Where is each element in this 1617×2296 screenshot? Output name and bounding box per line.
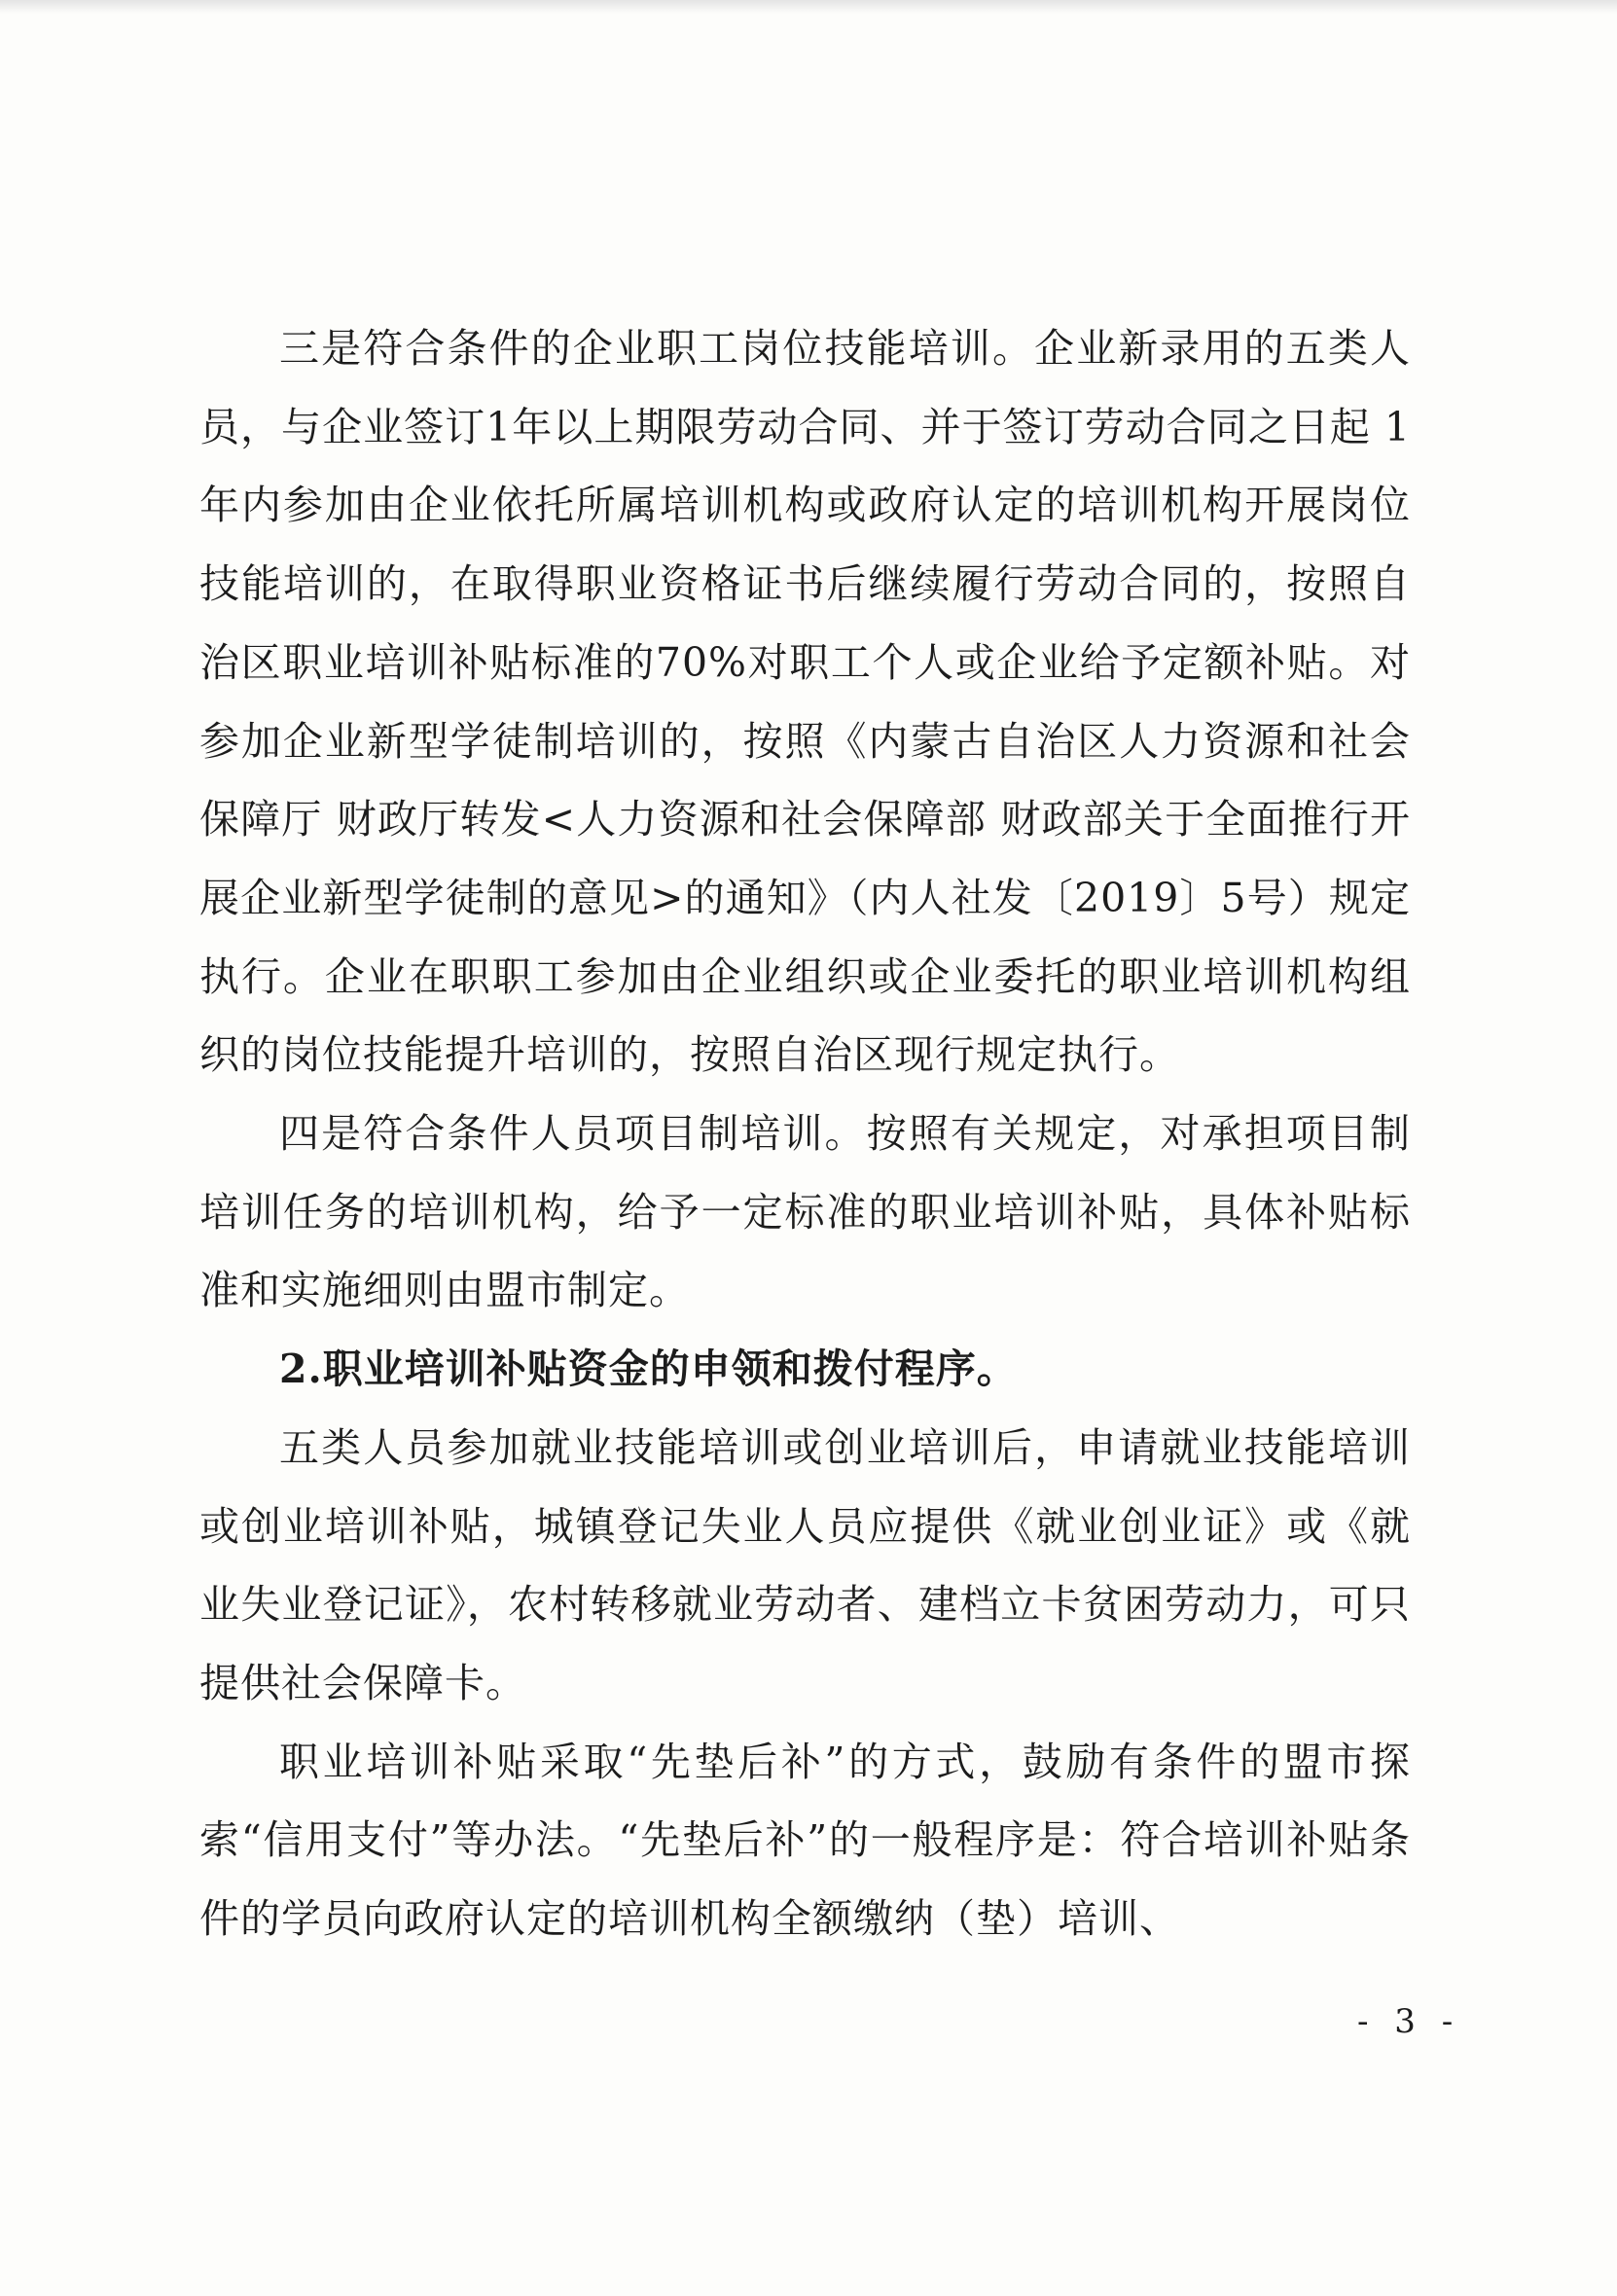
paragraph-payment-method: 职业培训补贴采取“先垫后补”的方式，鼓励有条件的盟市探索“信用支付”等办法。“先垫后补”的一般程序是：符合培训补贴条件的学员向政府认定的培训机构全额缴纳（垫）培训、 bbox=[199, 1738, 1411, 1943]
paragraph-project-training: 四是符合条件人员项目制培训。按照有关规定，对承担项目制培训任务的培训机构，给予一定标准的职业培训补贴，具体补贴标准和实施细则由盟市制定。 bbox=[199, 1110, 1411, 1314]
page-number: - 3 - bbox=[1357, 2002, 1461, 2041]
paragraph-enterprise-training: 三是符合条件的企业职工岗位技能培训。企业新录用的五类人员，与企业签订1年以上期限劳动合同、并于签订劳动合同之日起 1 年内参加由企业依托所属培训机构或政府认定的培训机构开展岗位技能培训的，在取得职业资格证书后继续履行劳动合同的，按照自治区职业培训补贴标准的70%对职工个人或企业给予定额补贴。对参加企业新型学徒制培训的，按照《内蒙古自治区人力资源和社会保障厅 财政厅转发<人力资源和社会保障部 财政部关于全面推行开展企业新型学徒制的意见>的通知》（内人社发〔2019〕5号）规定执行。企业在职职工参加由企业组织或企业委托的职业培训机构组织的岗位技能提升培训的，按照自治区现行规定执行。 bbox=[199, 325, 1411, 1079]
document-body bbox=[199, 309, 1411, 1958]
section-heading: 2.职业培训补贴资金的申领和拨付程序。 bbox=[279, 1345, 1018, 1393]
scan-edge bbox=[0, 0, 1617, 14]
paragraph-application: 五类人员参加就业技能培训或创业培训后，申请就业技能培训或创业培训补贴，城镇登记失业人员应提供《就业创业证》或《就业失业登记证》，农村转移就业劳动者、建档立卡贫困劳动力，可只提供社会保障卡。 bbox=[199, 1423, 1411, 1706]
